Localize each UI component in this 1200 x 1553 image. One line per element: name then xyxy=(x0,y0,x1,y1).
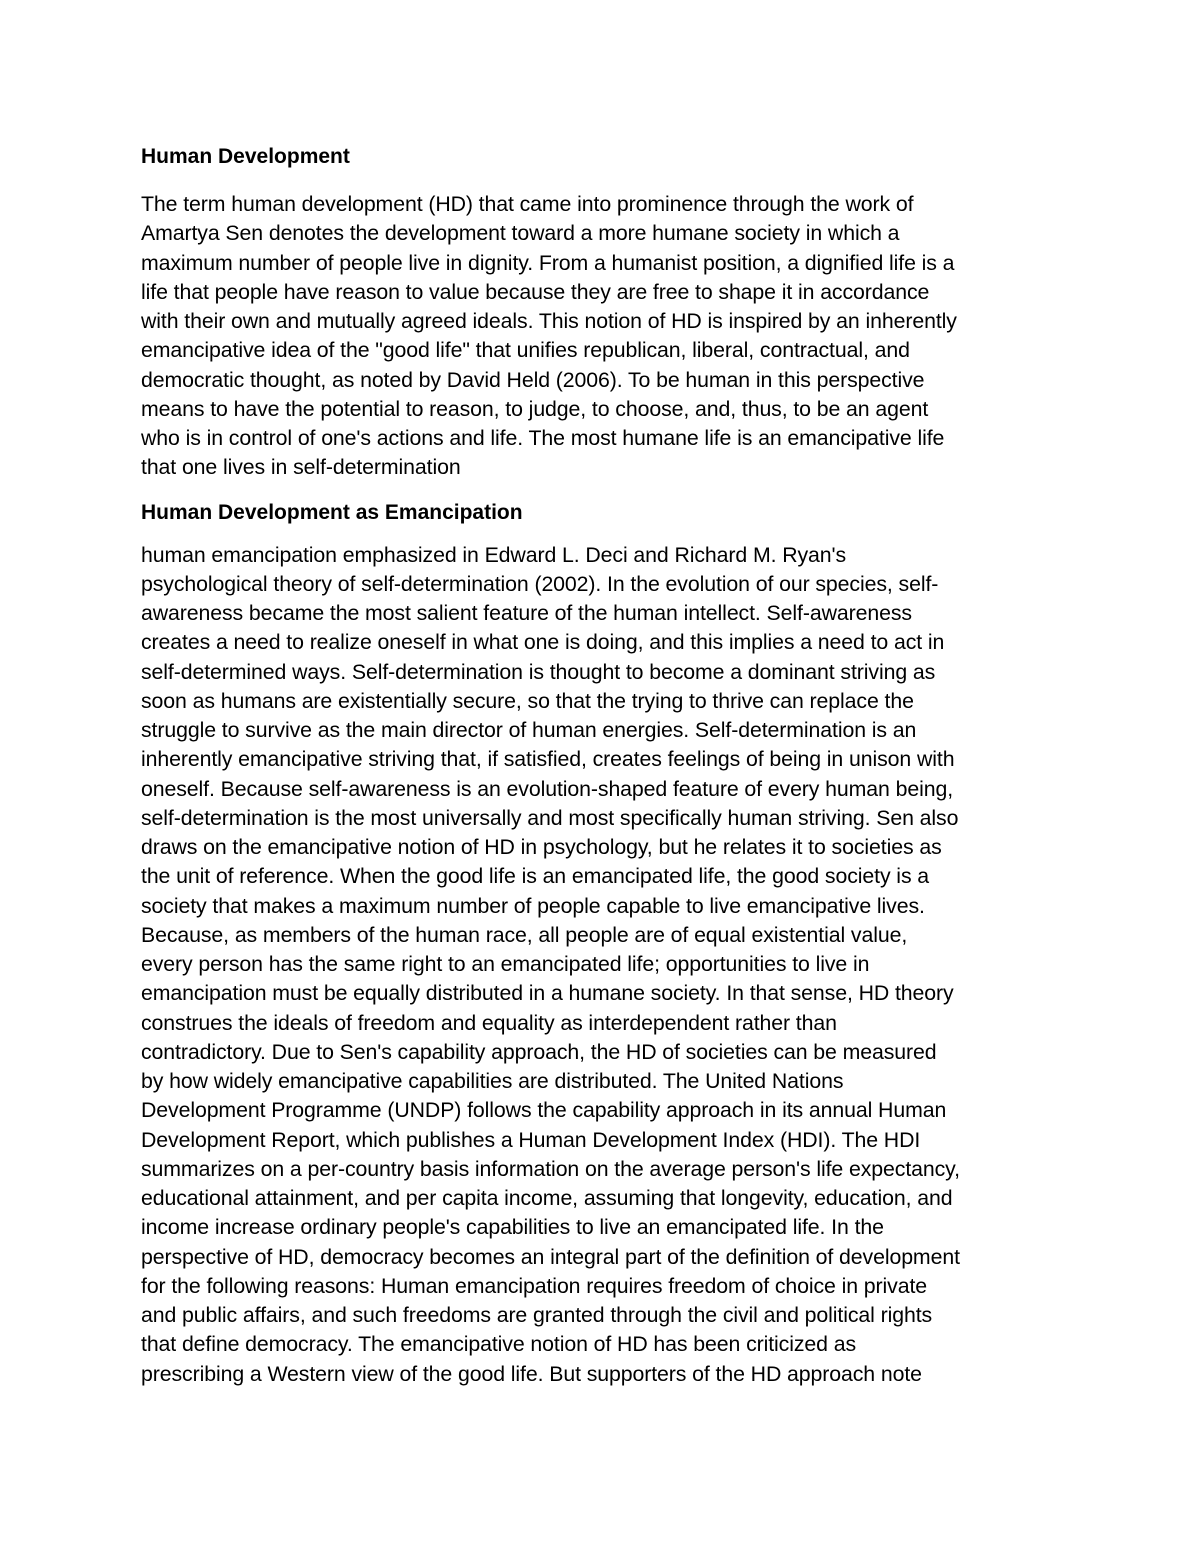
text-line: struggle to survive as the main director of human energies. Self-determination is an xyxy=(141,718,917,742)
text-line: self-determined ways. Self-determination is thought to become a dominant striving as xyxy=(141,659,936,684)
text-line: human emancipation emphasized in Edward L. Deci and Richard M. Ryan's xyxy=(141,542,847,567)
text-line: emancipative idea of the "good life" that unifies republican, liberal, contractual, and xyxy=(141,338,910,363)
text-line: the unit of reference. When the good life is an emancipated life, the good society is a xyxy=(141,864,930,889)
text-line: draws on the emancipative notion of HD in psychology, but he relates it to societies as xyxy=(141,835,942,859)
heading-human-development-as-emancipation: Human Development as Emancipation xyxy=(141,500,523,524)
text-line: The term human development (HD) that came into prominence through the work of xyxy=(141,192,914,216)
text-line: self-determination is the most universally and most specifically human striving. Sen also xyxy=(141,805,959,830)
text-line: Development Programme (UNDP) follows the capability approach in its annual Human xyxy=(141,1098,947,1123)
document-body xyxy=(141,142,1061,1389)
text-line: democratic thought, as noted by David Held (2006). To be human in this perspective xyxy=(141,367,925,392)
text-line: contradictory. Due to Sen's capability approach, the HD of societies can be measured xyxy=(141,1039,937,1064)
text-line: prescribing a Western view of the good life. But supporters of the HD approach note xyxy=(141,1361,922,1386)
text-line: educational attainment, and per capita income, assuming that longevity, education, and xyxy=(141,1186,953,1210)
text-line: maximum number of people live in dignity. From a humanist position, a dignified life is a xyxy=(141,250,955,275)
text-line: emancipation must be equally distributed in a humane society. In that sense, HD theory xyxy=(141,981,954,1006)
text-line: means to have the potential to reason, to judge, to choose, and, thus, to be an agent xyxy=(141,396,929,421)
text-line: oneself. Because self-awareness is an evolution-shaped feature of every human being, xyxy=(141,776,954,801)
text-line: Development Report, which publishes a Human Development Index (HDI). The HDI xyxy=(141,1127,921,1152)
text-line: that one lives in self-determination xyxy=(141,455,461,480)
text-line: who is in control of one's actions and life. The most humane life is an emancipative life xyxy=(141,426,945,450)
text-line: and public affairs, and such freedoms are granted through the civil and political rights xyxy=(141,1303,933,1327)
text-line: awareness became the most salient feature of the human intellect. Self-awareness xyxy=(141,601,912,625)
text-line: life that people have reason to value because they are free to shape it in accordance xyxy=(141,279,930,304)
paragraph-emancipation xyxy=(141,541,1061,1389)
text-line: income increase ordinary people's capabilities to live an emancipated life. In the xyxy=(141,1215,884,1240)
text-line: Amartya Sen denotes the development toward a more humane society in which a xyxy=(141,221,900,246)
text-line: that define democracy. The emancipative notion of HD has been criticized as xyxy=(141,1332,857,1357)
text-line: psychological theory of self-determination (2002). In the evolution of our species, self- xyxy=(141,571,939,596)
text-line: Because, as members of the human race, all people are of equal existential value, xyxy=(141,922,908,947)
text-line: by how widely emancipative capabilities are distributed. The United Nations xyxy=(141,1069,844,1093)
text-line: for the following reasons: Human emancipation requires freedom of choice in private xyxy=(141,1273,928,1298)
paragraph-human-development xyxy=(141,190,1061,483)
text-line: perspective of HD, democracy becomes an integral part of the definition of development xyxy=(141,1244,960,1269)
text-line: summarizes on a per-country basis information on the average person's life expectancy, xyxy=(141,1156,960,1181)
text-line: every person has the same right to an emancipated life; opportunities to live in xyxy=(141,952,870,976)
text-line: construes the ideals of freedom and equality as interdependent rather than xyxy=(141,1010,837,1035)
text-line: creates a need to realize oneself in what one is doing, and this implies a need to act in xyxy=(141,630,945,655)
heading-human-development: Human Development xyxy=(141,145,350,168)
text-line: with their own and mutually agreed ideals. This notion of HD is inspired by an inherently xyxy=(141,309,957,333)
text-line: soon as humans are existentially secure, so that the trying to thrive can replace the xyxy=(141,688,914,713)
text-line: inherently emancipative striving that, if satisfied, creates feelings of being in unison with xyxy=(141,747,955,772)
text-line: society that makes a maximum number of people capable to live emancipative lives. xyxy=(141,893,925,918)
